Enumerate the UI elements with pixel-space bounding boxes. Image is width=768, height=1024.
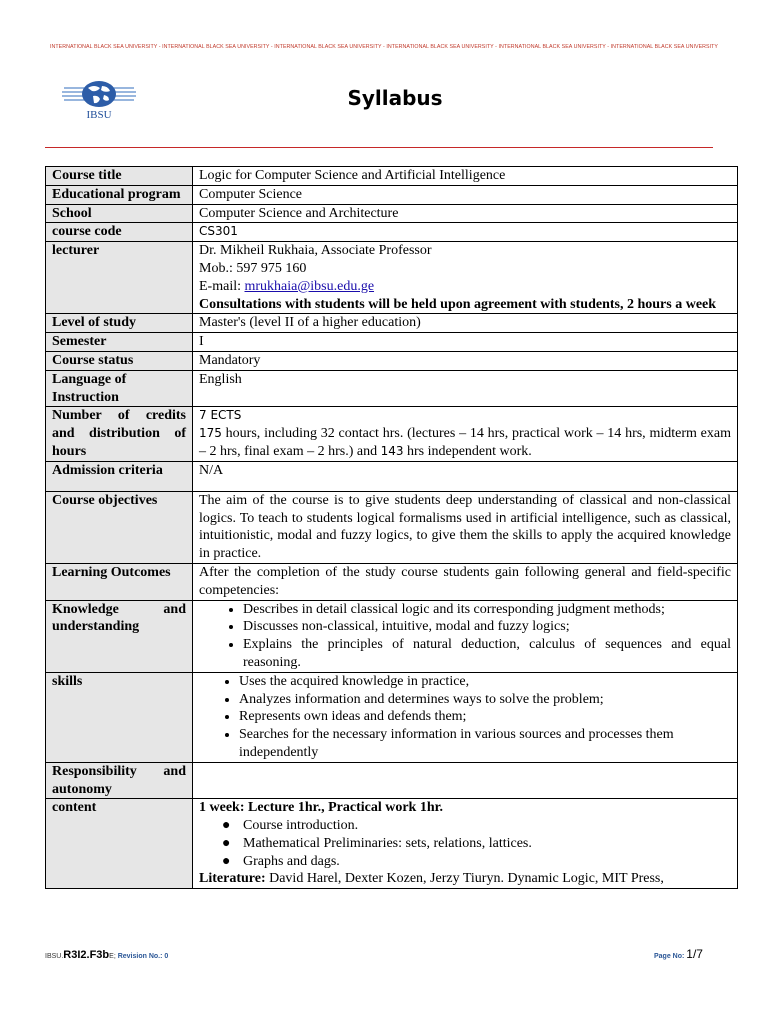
language-value: English xyxy=(193,370,738,407)
revision-number: Revision No.: 0 xyxy=(117,953,169,960)
ects: 7 ECTS xyxy=(199,408,242,423)
row-label: Language of Instruction xyxy=(46,370,193,407)
row-label: Educational program xyxy=(46,185,193,204)
list-item: • Searches for the necessary information in various sources and processes them independently xyxy=(239,726,731,762)
row-label: Responsibility and autonomy xyxy=(46,762,193,799)
skills-list xyxy=(199,673,731,762)
row-label: Course status xyxy=(46,351,193,370)
syllabus-table xyxy=(45,166,738,889)
list-item: • Explains the principles of natural deduction, calculus of sequences and equal reasoning. xyxy=(243,636,731,672)
responsibility-value xyxy=(193,762,738,799)
list-item: • Describes in detail classical logic and its corresponding judgment methods; xyxy=(243,601,731,619)
school-value: Computer Science and Architecture xyxy=(193,204,738,223)
row-label: Course objectives xyxy=(46,491,193,563)
table-row xyxy=(46,762,738,799)
row-label: skills xyxy=(46,672,193,762)
row-label: Number of credits and distribution of hours xyxy=(46,407,193,461)
list-item: ● Mathematical Preliminaries: sets, relations, lattices. xyxy=(243,835,731,853)
table-row xyxy=(46,407,738,461)
list-item: ● Graphs and dags. xyxy=(243,853,731,871)
row-label: course code xyxy=(46,223,193,242)
table-row xyxy=(46,461,738,491)
table-row xyxy=(46,600,738,672)
table-row xyxy=(46,370,738,407)
row-label: content xyxy=(46,799,193,889)
table-row xyxy=(46,223,738,242)
lecturer-mobile: Mob.: 597 975 160 xyxy=(199,260,307,276)
admission-value: N/A xyxy=(193,461,738,491)
literature-line: Literature: David Harel, Dexter Kozen, Jerzy Tiuryn. Dynamic Logic, MIT Press, xyxy=(199,871,664,887)
list-item: • Analyzes information and determines ways to solve the problem; xyxy=(239,691,731,709)
row-label: Course title xyxy=(46,167,193,186)
logo-text: IBSU xyxy=(86,109,112,121)
table-row xyxy=(46,672,738,762)
list-item: • Discusses non-classical, intuitive, modal and fuzzy logics; xyxy=(243,618,731,636)
edu-program-value: Computer Science xyxy=(193,185,738,204)
knowledge-list xyxy=(199,601,731,672)
status-value: Mandatory xyxy=(193,351,738,370)
week-heading: 1 week: Lecture 1hr., Practical work 1hr. xyxy=(199,800,444,816)
table-row xyxy=(46,167,738,186)
course-code-value: CS301 xyxy=(193,223,738,242)
table-row xyxy=(46,314,738,333)
content-value xyxy=(193,799,738,889)
row-label: lecturer xyxy=(46,242,193,314)
table-row xyxy=(46,333,738,352)
email-link[interactable]: mrukhaia@ibsu.edu.ge xyxy=(244,278,375,294)
lecturer-email-line: E-mail: mrukhaia@ibsu.edu.ge xyxy=(199,278,375,294)
table-row xyxy=(46,799,738,889)
course-title-value: Logic for Computer Science and Artificial Intelligence xyxy=(193,167,738,186)
content-list xyxy=(199,817,731,870)
consultation-note: Consultations with students will be held upon agreement with students, 2 hours a week xyxy=(199,296,717,312)
document-code: IBSU.R3I2.F3bE; Revision No.: 0 xyxy=(45,949,169,961)
page-number: Page No: 1/7 xyxy=(654,947,703,961)
lecturer-name: Dr. Mikheil Rukhaia, Associate Professor xyxy=(199,243,432,259)
table-row xyxy=(46,351,738,370)
credits-value xyxy=(193,407,738,461)
header-banner: INTERNATIONAL BLACK SEA UNIVERSITY - INTERNATIONAL BLACK SEA UNIVERSITY - INTERNATIONAL BLACK SEA UNIVERSITY - INTERNATIONAL BLACK SEA UNIVERSITY - INTERNATIONAL BLACK SEA UNIVERSITY - INTERNATIONAL BLACK SEA UNIVERSITY xyxy=(50,44,719,50)
skills-value xyxy=(193,672,738,762)
table-row xyxy=(46,185,738,204)
knowledge-value xyxy=(193,600,738,672)
list-item: • Uses the acquired knowledge in practice, xyxy=(239,673,731,691)
page-title: Syllabus xyxy=(347,86,443,110)
list-item: • Represents own ideas and defends them; xyxy=(239,708,731,726)
objectives-value: The aim of the course is to give students deep understanding of classical and non-classical logics. To teach to students logical formalisms used in artificial intelligence, such as classical, intuitionistic, modal and fuzzy logics, to give them the skills to apply the acquired knowledge in practice. xyxy=(193,491,738,563)
row-label: Admission criteria xyxy=(46,461,193,491)
table-row xyxy=(46,563,738,600)
semester-value: I xyxy=(193,333,738,352)
row-label: Knowledge and understanding xyxy=(46,600,193,672)
lecturer-value xyxy=(193,242,738,314)
table-row xyxy=(46,242,738,314)
table-row xyxy=(46,491,738,563)
row-label: Semester xyxy=(46,333,193,352)
level-value: Master's (level II of a higher education) xyxy=(193,314,738,333)
row-label: Level of study xyxy=(46,314,193,333)
hours-distribution: 175 hours, including 32 contact hrs. (lectures – 14 hrs, practical work – 14 hrs, midterm exam – 2 hrs, final exam – 2 hrs.) and 143 hrs independent work. xyxy=(199,426,731,459)
list-item: ● Course introduction. xyxy=(243,817,731,835)
row-label: Learning Outcomes xyxy=(46,563,193,600)
outcomes-value: After the completion of the study course students gain following general and field-specific competencies: xyxy=(193,563,738,600)
table-row xyxy=(46,204,738,223)
header-rule xyxy=(45,147,713,148)
row-label: School xyxy=(46,204,193,223)
